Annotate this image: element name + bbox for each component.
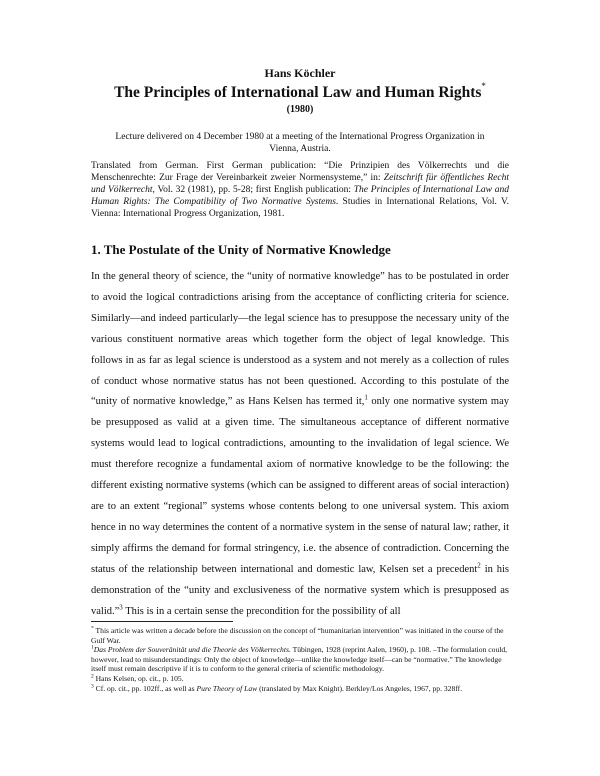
english-title: The Principles of International Law and Human Rights: The Compatibility of Two Normative Systems (91, 185, 509, 207)
body-text-part-b: only one normative system may be presupposed as valid at a given time. The simultaneous acceptance of different normative systems would lead to logical contradictions, amounting to the invalidation of legal science. We must therefore recognize a fundamental axiom of normative knowledge to be the following: the different existing normative systems (which can be assigned to different areas of social interaction) are to an extent “regional” systems whose contents belong to one universal system. This axiom hence in no way determines the content of a normative system in the sense of natural law; rather, it simply affirms the demand for formal stringency, i.e. the absence of contradiction. Concerning the status of the relationship between international and domestic law, Kelsen set a precedent (91, 396, 509, 575)
footnote-1-mark: 1 (91, 644, 94, 651)
footnote-3-text-a: Cf. op. cit., pp. 102ff., as well as (93, 683, 197, 693)
paper-title (0, 83, 600, 102)
translation-note (91, 160, 509, 220)
footnote-1-text: . Tübingen, 1928 (reprint Aalen, 1960), p. 108. –The formulation could, however, lead to misunderstandings: Only the object of knowledge—unlike the knowledge itself—can be “normative.” The knowledge itself must remain descriptive if it is to conform to the general criteria of scientific methodology. (91, 645, 508, 674)
footnote-3-mark: 3 (91, 683, 94, 690)
body-text-part-a: In the general theory of science, the “unity of normative knowledge” has to be postulated in order to avoid the logical contradictions arising from the acceptance of conflicting criteria for science. Similarly—and indeed particularly—the legal science has to presuppose the necessary unity of the various constituent normative areas which together form the object of legal knowledge. This follows in as far as legal science is understood as a system and not merely as a collection of rules of conduct whose normative status has not been questioned. According to this postulate of the “unity of normative knowledge,” as Hans Kelsen has termed it, (91, 271, 509, 408)
lecture-note: Lecture delivered on 4 December 1980 at a meeting of the International Progress Organization in Vienna, Austria. (115, 132, 485, 154)
journal-title: Zeitschrift für öffentliches Recht und Völkerrecht (91, 173, 509, 195)
translation-text-3: . Studies in International Relations, Vol. V. Vienna: International Progress Organization, 1981. (91, 197, 510, 219)
paper-title-text: The Principles of International Law and Human Rights (114, 84, 482, 102)
footnote-2-text: Hans Kelsen, op. cit., p. 105. (93, 673, 184, 683)
footnote-1 (91, 645, 509, 674)
author-name: Hans Köchler (264, 66, 336, 80)
body-paragraph (91, 267, 509, 622)
footnotes (91, 626, 509, 693)
footnote-2 (91, 674, 509, 684)
footnote-star-mark: * (91, 625, 94, 632)
paper-year: (1980) (286, 104, 314, 115)
footnote-2-mark: 2 (91, 673, 94, 680)
footnote-star-text: This article was written a decade before the discussion on the concept of “humanitarian intervention” was initiated in the course of the Gulf War. (91, 626, 504, 645)
section-heading: 1. The Postulate of the Unity of Normative Knowledge (91, 242, 391, 257)
translation-text-2: , Vol. 32 (1981), pp. 5-28; first English publication: (152, 185, 354, 195)
footnote-3-title: Pure Theory of Law (196, 683, 258, 693)
translation-text-1: Translated from German. First German publication: “Die Prinzipien des Völkerrechts und die Menschenrechte: Zur Frage der Vereinbarkeit zweier Normensysteme,” in: (91, 161, 509, 183)
body-text (91, 267, 509, 622)
body-text-part-d: This is in a certain sense the precondition for the possibility of all (122, 605, 401, 617)
footnote-ref-1[interactable]: 1 (364, 393, 368, 402)
footnote-ref-3[interactable]: 3 (119, 603, 123, 611)
footnote-3-text-b: (translated by Max Knight). Berkley/Los Angeles, 1967, pp. 328ff. (257, 683, 463, 693)
footnote-ref-2[interactable]: 2 (477, 561, 481, 570)
body-text-part-c: in his demonstration of the “unity and exclusiveness of the normative system which is presupposed as valid.” (91, 563, 510, 617)
footnote-1-title: Das Problem der Souveränität und die Theorie des Völkerrechts (93, 645, 289, 655)
footnote-3 (91, 684, 509, 694)
footnote-star (91, 626, 509, 645)
title-footnote-mark[interactable]: * (481, 81, 486, 91)
footnote-divider (91, 621, 233, 622)
